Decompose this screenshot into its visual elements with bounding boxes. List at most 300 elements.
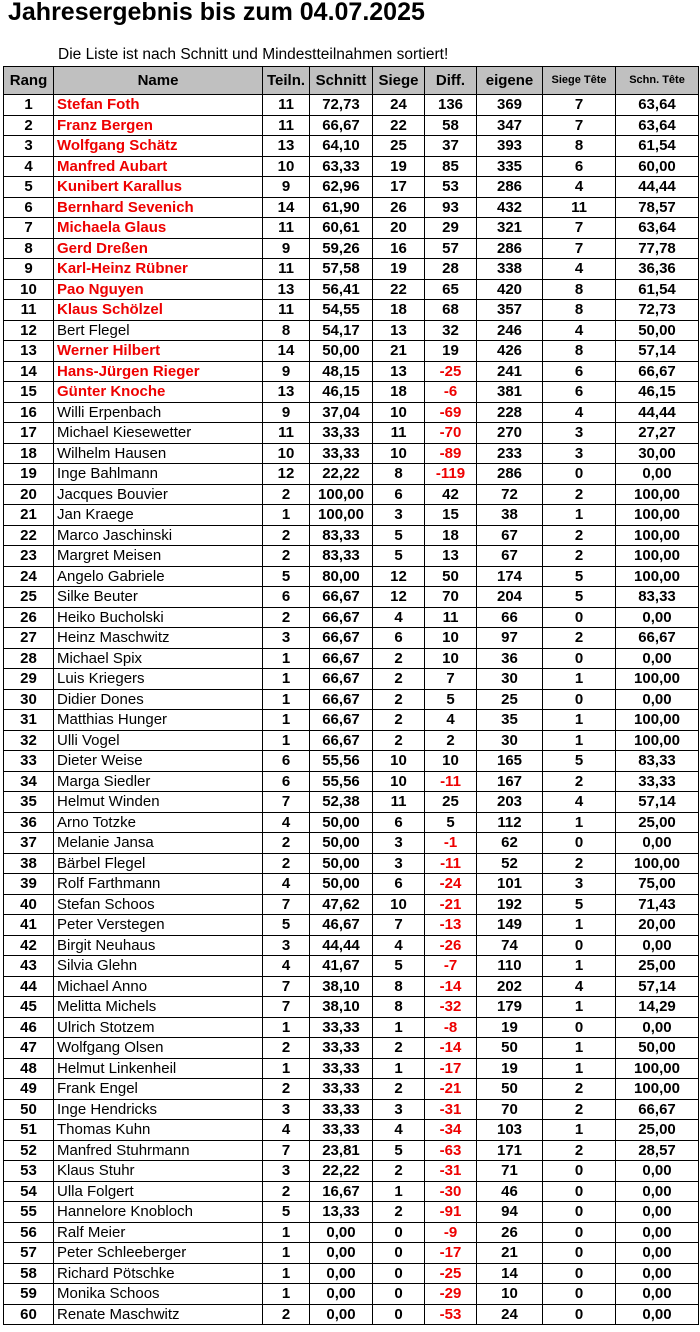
cell-siege-tete: 11 bbox=[543, 197, 616, 218]
cell-siege-tete: 4 bbox=[543, 259, 616, 280]
cell-diff: -29 bbox=[425, 1284, 477, 1305]
cell-siege-tete: 0 bbox=[543, 1243, 616, 1264]
col-header-name[interactable]: Name bbox=[54, 67, 263, 95]
cell-rang: 51 bbox=[4, 1120, 54, 1141]
cell-siege-tete: 4 bbox=[543, 792, 616, 813]
table-row bbox=[4, 525, 699, 546]
cell-name: Peter Verstegen bbox=[54, 915, 263, 936]
cell-schn-tete: 0,00 bbox=[616, 935, 699, 956]
cell-name: Rolf Farthmann bbox=[54, 874, 263, 895]
cell-name: Klaus Stuhr bbox=[54, 1161, 263, 1182]
cell-teiln: 11 bbox=[263, 218, 310, 239]
cell-schnitt: 0,00 bbox=[310, 1284, 373, 1305]
header-row bbox=[4, 67, 699, 95]
cell-siege: 2 bbox=[373, 648, 425, 669]
cell-eigene: 347 bbox=[477, 115, 543, 136]
cell-schnitt: 62,96 bbox=[310, 177, 373, 198]
cell-teiln: 7 bbox=[263, 894, 310, 915]
cell-schn-tete: 57,14 bbox=[616, 341, 699, 362]
cell-rang: 7 bbox=[4, 218, 54, 239]
cell-teiln: 7 bbox=[263, 997, 310, 1018]
cell-siege-tete: 0 bbox=[543, 935, 616, 956]
cell-diff: 19 bbox=[425, 341, 477, 362]
cell-siege: 5 bbox=[373, 956, 425, 977]
table-row bbox=[4, 669, 699, 690]
cell-schn-tete: 0,00 bbox=[616, 1304, 699, 1325]
cell-teiln: 11 bbox=[263, 259, 310, 280]
cell-schn-tete: 0,00 bbox=[616, 607, 699, 628]
cell-siege-tete: 6 bbox=[543, 156, 616, 177]
cell-diff: -11 bbox=[425, 771, 477, 792]
cell-eigene: 50 bbox=[477, 1038, 543, 1059]
cell-siege: 10 bbox=[373, 443, 425, 464]
cell-diff: -70 bbox=[425, 423, 477, 444]
table-row bbox=[4, 915, 699, 936]
cell-eigene: 36 bbox=[477, 648, 543, 669]
cell-diff: -8 bbox=[425, 1017, 477, 1038]
cell-schnitt: 80,00 bbox=[310, 566, 373, 587]
cell-rang: 2 bbox=[4, 115, 54, 136]
cell-diff: -24 bbox=[425, 874, 477, 895]
cell-diff: 28 bbox=[425, 259, 477, 280]
cell-eigene: 432 bbox=[477, 197, 543, 218]
cell-siege: 4 bbox=[373, 1120, 425, 1141]
cell-schn-tete: 28,57 bbox=[616, 1140, 699, 1161]
col-header-teiln[interactable]: Teiln. bbox=[263, 67, 310, 95]
cell-siege: 25 bbox=[373, 136, 425, 157]
cell-name: Marga Siedler bbox=[54, 771, 263, 792]
col-header-diff[interactable]: Diff. bbox=[425, 67, 477, 95]
cell-diff: -1 bbox=[425, 833, 477, 854]
cell-rang: 20 bbox=[4, 484, 54, 505]
cell-diff: -25 bbox=[425, 361, 477, 382]
cell-rang: 29 bbox=[4, 669, 54, 690]
cell-rang: 26 bbox=[4, 607, 54, 628]
cell-diff: -32 bbox=[425, 997, 477, 1018]
cell-siege: 13 bbox=[373, 320, 425, 341]
cell-schn-tete: 0,00 bbox=[616, 1181, 699, 1202]
cell-diff: 18 bbox=[425, 525, 477, 546]
cell-name: Helmut Linkenheil bbox=[54, 1058, 263, 1079]
cell-siege-tete: 1 bbox=[543, 505, 616, 526]
cell-name: Manfred Stuhrmann bbox=[54, 1140, 263, 1161]
col-header-siege[interactable]: Siege bbox=[373, 67, 425, 95]
cell-siege-tete: 8 bbox=[543, 341, 616, 362]
cell-rang: 14 bbox=[4, 361, 54, 382]
cell-rang: 17 bbox=[4, 423, 54, 444]
cell-eigene: 202 bbox=[477, 976, 543, 997]
cell-schn-tete: 100,00 bbox=[616, 853, 699, 874]
table-row bbox=[4, 566, 699, 587]
cell-schn-tete: 100,00 bbox=[616, 484, 699, 505]
table-row bbox=[4, 1120, 699, 1141]
table-row bbox=[4, 1140, 699, 1161]
table-row bbox=[4, 607, 699, 628]
cell-name: Bärbel Flegel bbox=[54, 853, 263, 874]
cell-schn-tete: 66,67 bbox=[616, 361, 699, 382]
cell-siege: 20 bbox=[373, 218, 425, 239]
table-row bbox=[4, 402, 699, 423]
cell-schnitt: 50,00 bbox=[310, 341, 373, 362]
cell-rang: 60 bbox=[4, 1304, 54, 1325]
cell-siege: 0 bbox=[373, 1304, 425, 1325]
cell-teiln: 11 bbox=[263, 300, 310, 321]
cell-teiln: 4 bbox=[263, 874, 310, 895]
cell-siege-tete: 2 bbox=[543, 1079, 616, 1100]
cell-schn-tete: 100,00 bbox=[616, 546, 699, 567]
cell-name: Wilhelm Hausen bbox=[54, 443, 263, 464]
cell-schnitt: 72,73 bbox=[310, 95, 373, 116]
cell-schnitt: 54,17 bbox=[310, 320, 373, 341]
cell-siege: 19 bbox=[373, 259, 425, 280]
cell-siege: 22 bbox=[373, 115, 425, 136]
cell-teiln: 2 bbox=[263, 1181, 310, 1202]
cell-schnitt: 54,55 bbox=[310, 300, 373, 321]
cell-diff: -14 bbox=[425, 1038, 477, 1059]
cell-siege: 11 bbox=[373, 792, 425, 813]
cell-schnitt: 0,00 bbox=[310, 1243, 373, 1264]
cell-eigene: 286 bbox=[477, 238, 543, 259]
cell-rang: 27 bbox=[4, 628, 54, 649]
cell-rang: 42 bbox=[4, 935, 54, 956]
cell-schnitt: 47,62 bbox=[310, 894, 373, 915]
cell-diff: 32 bbox=[425, 320, 477, 341]
cell-siege: 12 bbox=[373, 566, 425, 587]
cell-schnitt: 0,00 bbox=[310, 1304, 373, 1325]
cell-eigene: 112 bbox=[477, 812, 543, 833]
cell-teiln: 3 bbox=[263, 1099, 310, 1120]
cell-teiln: 11 bbox=[263, 95, 310, 116]
cell-rang: 57 bbox=[4, 1243, 54, 1264]
cell-eigene: 35 bbox=[477, 710, 543, 731]
cell-schn-tete: 0,00 bbox=[616, 1284, 699, 1305]
cell-schn-tete: 100,00 bbox=[616, 710, 699, 731]
cell-siege: 3 bbox=[373, 833, 425, 854]
cell-name: Frank Engel bbox=[54, 1079, 263, 1100]
cell-eigene: 179 bbox=[477, 997, 543, 1018]
cell-schn-tete: 100,00 bbox=[616, 566, 699, 587]
cell-name: Didier Dones bbox=[54, 689, 263, 710]
cell-siege-tete: 0 bbox=[543, 1263, 616, 1284]
cell-eigene: 26 bbox=[477, 1222, 543, 1243]
col-header-schn-tete[interactable]: Schn. Tête bbox=[616, 67, 699, 95]
cell-teiln: 1 bbox=[263, 1017, 310, 1038]
cell-teiln: 2 bbox=[263, 1079, 310, 1100]
cell-siege: 18 bbox=[373, 300, 425, 321]
cell-diff: 10 bbox=[425, 648, 477, 669]
cell-teiln: 1 bbox=[263, 648, 310, 669]
cell-eigene: 74 bbox=[477, 935, 543, 956]
cell-schnitt: 63,33 bbox=[310, 156, 373, 177]
cell-schn-tete: 33,33 bbox=[616, 771, 699, 792]
table-row bbox=[4, 1181, 699, 1202]
cell-teiln: 1 bbox=[263, 730, 310, 751]
cell-schnitt: 48,15 bbox=[310, 361, 373, 382]
cell-schnitt: 55,56 bbox=[310, 771, 373, 792]
cell-schnitt: 22,22 bbox=[310, 1161, 373, 1182]
cell-name: Michael Anno bbox=[54, 976, 263, 997]
cell-rang: 11 bbox=[4, 300, 54, 321]
cell-schn-tete: 0,00 bbox=[616, 1243, 699, 1264]
cell-siege: 18 bbox=[373, 382, 425, 403]
cell-siege-tete: 0 bbox=[543, 1181, 616, 1202]
cell-eigene: 30 bbox=[477, 669, 543, 690]
cell-name: Michael Spix bbox=[54, 648, 263, 669]
cell-eigene: 67 bbox=[477, 525, 543, 546]
cell-eigene: 97 bbox=[477, 628, 543, 649]
cell-schn-tete: 83,33 bbox=[616, 751, 699, 772]
cell-eigene: 420 bbox=[477, 279, 543, 300]
cell-rang: 10 bbox=[4, 279, 54, 300]
cell-siege: 8 bbox=[373, 997, 425, 1018]
cell-rang: 52 bbox=[4, 1140, 54, 1161]
table-row bbox=[4, 1202, 699, 1223]
cell-rang: 23 bbox=[4, 546, 54, 567]
cell-eigene: 94 bbox=[477, 1202, 543, 1223]
cell-schn-tete: 63,64 bbox=[616, 95, 699, 116]
cell-eigene: 66 bbox=[477, 607, 543, 628]
cell-eigene: 241 bbox=[477, 361, 543, 382]
cell-siege-tete: 6 bbox=[543, 361, 616, 382]
cell-teiln: 13 bbox=[263, 382, 310, 403]
cell-diff: 136 bbox=[425, 95, 477, 116]
cell-siege: 10 bbox=[373, 402, 425, 423]
cell-schn-tete: 61,54 bbox=[616, 136, 699, 157]
cell-rang: 36 bbox=[4, 812, 54, 833]
cell-siege-tete: 0 bbox=[543, 1222, 616, 1243]
table-row bbox=[4, 689, 699, 710]
table-row bbox=[4, 443, 699, 464]
col-header-eigene[interactable]: eigene bbox=[477, 67, 543, 95]
cell-teiln: 2 bbox=[263, 1038, 310, 1059]
cell-name: Dieter Weise bbox=[54, 751, 263, 772]
cell-schnitt: 38,10 bbox=[310, 997, 373, 1018]
cell-rang: 15 bbox=[4, 382, 54, 403]
cell-schn-tete: 46,15 bbox=[616, 382, 699, 403]
cell-rang: 8 bbox=[4, 238, 54, 259]
col-header-schnitt[interactable]: Schnitt bbox=[310, 67, 373, 95]
cell-diff: -26 bbox=[425, 935, 477, 956]
table-row bbox=[4, 320, 699, 341]
cell-eigene: 24 bbox=[477, 1304, 543, 1325]
cell-siege: 1 bbox=[373, 1181, 425, 1202]
cell-siege-tete: 0 bbox=[543, 607, 616, 628]
cell-diff: 37 bbox=[425, 136, 477, 157]
cell-siege-tete: 1 bbox=[543, 1058, 616, 1079]
cell-name: Franz Bergen bbox=[54, 115, 263, 136]
cell-diff: 15 bbox=[425, 505, 477, 526]
cell-teiln: 2 bbox=[263, 525, 310, 546]
cell-teiln: 7 bbox=[263, 976, 310, 997]
cell-schn-tete: 100,00 bbox=[616, 1079, 699, 1100]
cell-diff: -6 bbox=[425, 382, 477, 403]
cell-teiln: 2 bbox=[263, 853, 310, 874]
cell-rang: 49 bbox=[4, 1079, 54, 1100]
cell-siege-tete: 3 bbox=[543, 874, 616, 895]
cell-teiln: 1 bbox=[263, 689, 310, 710]
cell-rang: 22 bbox=[4, 525, 54, 546]
cell-siege-tete: 2 bbox=[543, 546, 616, 567]
table-row bbox=[4, 1079, 699, 1100]
table-row bbox=[4, 956, 699, 977]
cell-siege-tete: 6 bbox=[543, 382, 616, 403]
cell-schn-tete: 100,00 bbox=[616, 505, 699, 526]
cell-siege: 7 bbox=[373, 915, 425, 936]
table-row bbox=[4, 833, 699, 854]
cell-schn-tete: 100,00 bbox=[616, 669, 699, 690]
cell-rang: 54 bbox=[4, 1181, 54, 1202]
cell-schn-tete: 0,00 bbox=[616, 464, 699, 485]
cell-schn-tete: 83,33 bbox=[616, 587, 699, 608]
cell-rang: 56 bbox=[4, 1222, 54, 1243]
cell-eigene: 72 bbox=[477, 484, 543, 505]
cell-rang: 43 bbox=[4, 956, 54, 977]
cell-diff: -31 bbox=[425, 1161, 477, 1182]
cell-eigene: 149 bbox=[477, 915, 543, 936]
cell-name: Marco Jaschinski bbox=[54, 525, 263, 546]
cell-rang: 48 bbox=[4, 1058, 54, 1079]
cell-eigene: 19 bbox=[477, 1058, 543, 1079]
cell-diff: 2 bbox=[425, 730, 477, 751]
cell-diff: 5 bbox=[425, 812, 477, 833]
cell-schn-tete: 75,00 bbox=[616, 874, 699, 895]
cell-name: Michaela Glaus bbox=[54, 218, 263, 239]
cell-name: Richard Pötschke bbox=[54, 1263, 263, 1284]
cell-siege: 17 bbox=[373, 177, 425, 198]
cell-eigene: 110 bbox=[477, 956, 543, 977]
cell-schnitt: 50,00 bbox=[310, 833, 373, 854]
cell-schn-tete: 61,54 bbox=[616, 279, 699, 300]
table-row bbox=[4, 1222, 699, 1243]
cell-schnitt: 66,67 bbox=[310, 607, 373, 628]
table-body bbox=[4, 95, 699, 1325]
cell-teiln: 6 bbox=[263, 751, 310, 772]
cell-siege: 8 bbox=[373, 976, 425, 997]
cell-eigene: 335 bbox=[477, 156, 543, 177]
cell-siege-tete: 0 bbox=[543, 1202, 616, 1223]
cell-teiln: 1 bbox=[263, 505, 310, 526]
cell-schn-tete: 66,67 bbox=[616, 1099, 699, 1120]
cell-name: Melanie Jansa bbox=[54, 833, 263, 854]
cell-schnitt: 100,00 bbox=[310, 505, 373, 526]
page-title: Jahresergebnis bis zum 04.07.2025 bbox=[8, 0, 425, 26]
cell-name: Gerd Dreßen bbox=[54, 238, 263, 259]
cell-siege: 2 bbox=[373, 1079, 425, 1100]
cell-teiln: 6 bbox=[263, 771, 310, 792]
cell-schn-tete: 0,00 bbox=[616, 1263, 699, 1284]
cell-schnitt: 83,33 bbox=[310, 525, 373, 546]
cell-schnitt: 33,33 bbox=[310, 1079, 373, 1100]
cell-schn-tete: 100,00 bbox=[616, 525, 699, 546]
col-header-siege-tete[interactable]: Siege Tête bbox=[543, 67, 616, 95]
cell-diff: -7 bbox=[425, 956, 477, 977]
cell-schn-tete: 30,00 bbox=[616, 443, 699, 464]
cell-rang: 35 bbox=[4, 792, 54, 813]
cell-teiln: 5 bbox=[263, 1202, 310, 1223]
cell-siege: 1 bbox=[373, 1017, 425, 1038]
cell-eigene: 165 bbox=[477, 751, 543, 772]
cell-siege: 6 bbox=[373, 874, 425, 895]
cell-siege: 2 bbox=[373, 710, 425, 731]
cell-eigene: 381 bbox=[477, 382, 543, 403]
cell-rang: 59 bbox=[4, 1284, 54, 1305]
cell-teiln: 1 bbox=[263, 1222, 310, 1243]
table-row bbox=[4, 751, 699, 772]
cell-diff: -30 bbox=[425, 1181, 477, 1202]
cell-schn-tete: 44,44 bbox=[616, 177, 699, 198]
table-row bbox=[4, 197, 699, 218]
cell-eigene: 50 bbox=[477, 1079, 543, 1100]
cell-schnitt: 33,33 bbox=[310, 1120, 373, 1141]
cell-name: Ralf Meier bbox=[54, 1222, 263, 1243]
cell-siege: 5 bbox=[373, 1140, 425, 1161]
cell-siege: 3 bbox=[373, 505, 425, 526]
cell-rang: 32 bbox=[4, 730, 54, 751]
cell-diff: 42 bbox=[425, 484, 477, 505]
cell-schnitt: 38,10 bbox=[310, 976, 373, 997]
cell-eigene: 171 bbox=[477, 1140, 543, 1161]
table-row bbox=[4, 976, 699, 997]
cell-teiln: 9 bbox=[263, 177, 310, 198]
table-row bbox=[4, 628, 699, 649]
table-row bbox=[4, 382, 699, 403]
cell-teiln: 14 bbox=[263, 341, 310, 362]
cell-name: Renate Maschwitz bbox=[54, 1304, 263, 1325]
cell-rang: 28 bbox=[4, 648, 54, 669]
cell-teiln: 11 bbox=[263, 423, 310, 444]
cell-siege-tete: 2 bbox=[543, 484, 616, 505]
col-header-rang[interactable]: Rang bbox=[4, 67, 54, 95]
cell-schnitt: 33,33 bbox=[310, 443, 373, 464]
cell-diff: -13 bbox=[425, 915, 477, 936]
table-row bbox=[4, 484, 699, 505]
cell-teiln: 3 bbox=[263, 1161, 310, 1182]
cell-siege: 0 bbox=[373, 1222, 425, 1243]
cell-name: Günter Knoche bbox=[54, 382, 263, 403]
cell-eigene: 67 bbox=[477, 546, 543, 567]
cell-schnitt: 66,67 bbox=[310, 689, 373, 710]
cell-siege: 2 bbox=[373, 1161, 425, 1182]
cell-schnitt: 50,00 bbox=[310, 812, 373, 833]
cell-diff: -21 bbox=[425, 1079, 477, 1100]
cell-schn-tete: 57,14 bbox=[616, 792, 699, 813]
cell-schnitt: 57,58 bbox=[310, 259, 373, 280]
cell-siege-tete: 5 bbox=[543, 751, 616, 772]
cell-teiln: 11 bbox=[263, 115, 310, 136]
table-row bbox=[4, 259, 699, 280]
cell-schn-tete: 57,14 bbox=[616, 976, 699, 997]
cell-schnitt: 50,00 bbox=[310, 853, 373, 874]
table-row bbox=[4, 894, 699, 915]
cell-siege-tete: 1 bbox=[543, 730, 616, 751]
table-row bbox=[4, 1284, 699, 1305]
cell-name: Manfred Aubart bbox=[54, 156, 263, 177]
cell-rang: 46 bbox=[4, 1017, 54, 1038]
cell-siege-tete: 8 bbox=[543, 136, 616, 157]
cell-schnitt: 16,67 bbox=[310, 1181, 373, 1202]
cell-schnitt: 0,00 bbox=[310, 1263, 373, 1284]
cell-siege: 12 bbox=[373, 587, 425, 608]
cell-siege-tete: 7 bbox=[543, 95, 616, 116]
cell-rang: 55 bbox=[4, 1202, 54, 1223]
cell-teiln: 4 bbox=[263, 1120, 310, 1141]
cell-name: Ulla Folgert bbox=[54, 1181, 263, 1202]
cell-teiln: 2 bbox=[263, 546, 310, 567]
table-row bbox=[4, 1099, 699, 1120]
cell-rang: 33 bbox=[4, 751, 54, 772]
cell-teiln: 2 bbox=[263, 607, 310, 628]
table-row bbox=[4, 730, 699, 751]
